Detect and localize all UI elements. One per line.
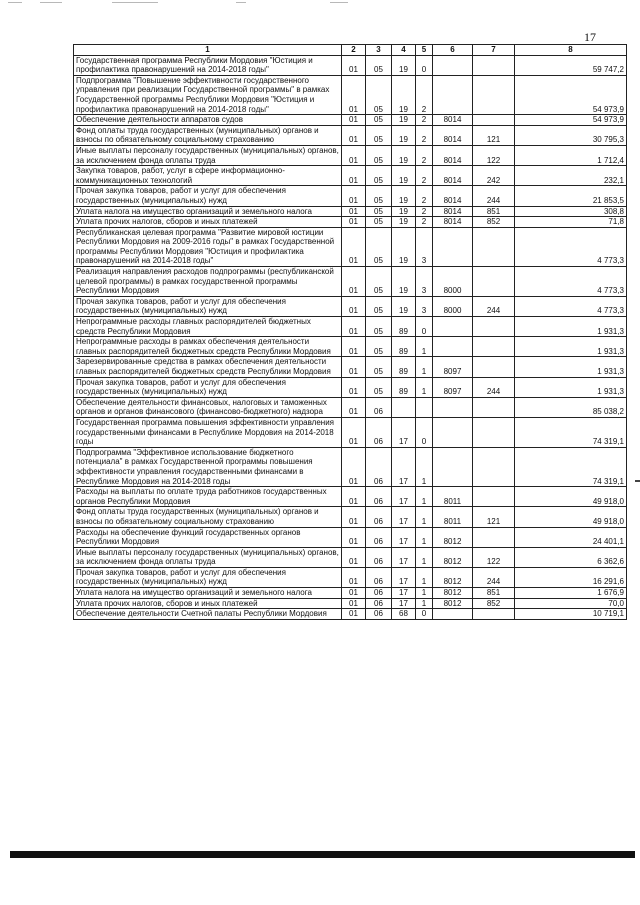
bottom-rule [10, 851, 635, 858]
row-name: Непрограммные расходы в рамках обеспечения деятельности главных распорядителей бюджетных средств Республики Мордовия [74, 337, 342, 357]
row-amount: 70,0 [515, 598, 627, 609]
row-code-6 [433, 609, 473, 620]
row-code-7 [473, 227, 515, 266]
scan-top-edge [0, 0, 640, 6]
row-code-4: 19 [392, 75, 416, 114]
table-row [74, 609, 627, 620]
header-cell: 6 [433, 45, 473, 56]
row-amount: 1 931,3 [515, 357, 627, 377]
row-code-6: 8000 [433, 267, 473, 297]
row-code-4: 17 [392, 527, 416, 547]
row-code-5: 2 [416, 115, 433, 126]
row-name: Обеспечение деятельности аппаратов судов [74, 115, 342, 126]
row-code-5: 2 [416, 206, 433, 217]
row-name: Государственная программа повышения эффективности управления государственными финансами в Республике Мордовия на 2014-2018 годы [74, 417, 342, 447]
row-code-3: 06 [366, 417, 392, 447]
table-row [74, 487, 627, 507]
row-code-4: 89 [392, 377, 416, 397]
row-code-5: 0 [416, 417, 433, 447]
row-code-3: 05 [366, 206, 392, 217]
row-code-2: 01 [342, 125, 366, 145]
row-code-4: 89 [392, 357, 416, 377]
row-code-6 [433, 397, 473, 417]
row-name: Фонд оплаты труда государственных (муниципальных) органов и взносы по обязательному социальному страхованию [74, 125, 342, 145]
row-amount: 74 319,1 [515, 447, 627, 486]
table-row [74, 357, 627, 377]
table-row [74, 125, 627, 145]
row-amount: 1 931,3 [515, 317, 627, 337]
row-code-3: 06 [366, 567, 392, 587]
row-code-3: 06 [366, 487, 392, 507]
row-code-3: 05 [366, 227, 392, 266]
row-code-7 [473, 487, 515, 507]
row-code-4: 17 [392, 588, 416, 599]
row-code-5: 2 [416, 145, 433, 165]
row-code-3: 06 [366, 609, 392, 620]
row-code-2: 01 [342, 527, 366, 547]
row-code-7: 852 [473, 217, 515, 228]
row-code-4: 89 [392, 317, 416, 337]
row-code-7 [473, 337, 515, 357]
row-code-4: 19 [392, 296, 416, 316]
header-cell: 3 [366, 45, 392, 56]
row-name: Обеспечение деятельности Счетной палаты Республики Мордовия [74, 609, 342, 620]
table-row [74, 186, 627, 206]
row-code-2: 01 [342, 267, 366, 297]
row-code-7: 121 [473, 125, 515, 145]
row-code-2: 01 [342, 206, 366, 217]
row-code-5: 0 [416, 317, 433, 337]
row-code-5: 1 [416, 447, 433, 486]
row-code-3: 06 [366, 598, 392, 609]
row-code-5: 1 [416, 507, 433, 527]
row-code-5: 1 [416, 588, 433, 599]
table-row [74, 55, 627, 75]
row-code-7 [473, 317, 515, 337]
table-row [74, 447, 627, 486]
row-code-2: 01 [342, 487, 366, 507]
row-code-7 [473, 75, 515, 114]
table-row [74, 75, 627, 114]
row-code-4: 17 [392, 447, 416, 486]
row-amount: 4 773,3 [515, 227, 627, 266]
row-code-4: 17 [392, 547, 416, 567]
row-code-3: 05 [366, 296, 392, 316]
row-code-2: 01 [342, 145, 366, 165]
budget-table [73, 44, 627, 620]
row-code-5: 2 [416, 75, 433, 114]
row-code-3: 06 [366, 547, 392, 567]
row-code-7: 244 [473, 186, 515, 206]
row-code-5: 2 [416, 217, 433, 228]
row-code-6: 8000 [433, 296, 473, 316]
row-amount: 21 853,5 [515, 186, 627, 206]
row-code-4: 19 [392, 125, 416, 145]
row-code-4: 19 [392, 55, 416, 75]
row-code-6 [433, 55, 473, 75]
row-amount: 1 931,3 [515, 337, 627, 357]
row-name: Прочая закупка товаров, работ и услуг для обеспечения государственных (муниципальных) нужд [74, 296, 342, 316]
row-name: Уплата прочих налогов, сборов и иных платежей [74, 217, 342, 228]
header-cell: 1 [74, 45, 342, 56]
row-code-3: 05 [366, 337, 392, 357]
row-code-6: 8014 [433, 115, 473, 126]
row-code-4: 17 [392, 598, 416, 609]
table-row [74, 227, 627, 266]
row-amount: 1 712,4 [515, 145, 627, 165]
row-name: Уплата прочих налогов, сборов и иных платежей [74, 598, 342, 609]
row-code-5: 0 [416, 609, 433, 620]
row-code-3: 05 [366, 115, 392, 126]
row-amount: 30 795,3 [515, 125, 627, 145]
row-code-6 [433, 417, 473, 447]
row-code-5: 1 [416, 547, 433, 567]
row-name: Закупка товаров, работ, услуг в сфере информационно-коммуникационных технологий [74, 166, 342, 186]
row-code-2: 01 [342, 567, 366, 587]
row-code-5: 1 [416, 377, 433, 397]
row-code-2: 01 [342, 337, 366, 357]
row-code-7: 851 [473, 588, 515, 599]
row-code-7 [473, 527, 515, 547]
row-amount: 1 676,9 [515, 588, 627, 599]
row-code-4: 19 [392, 267, 416, 297]
row-amount: 24 401,1 [515, 527, 627, 547]
row-code-6: 8014 [433, 145, 473, 165]
table-row [74, 115, 627, 126]
row-code-2: 01 [342, 507, 366, 527]
row-amount: 54 973,9 [515, 75, 627, 114]
row-code-4: 19 [392, 145, 416, 165]
row-name: Республиканская целевая программа "Развитие мировой юстиции Республики Мордовия на 2009-2016 годы" в рамках Государственной программы Республики Мордовия "Юстиция и профилактика правонарушений на 2014-2018 годы" [74, 227, 342, 266]
table-row [74, 337, 627, 357]
row-code-4: 17 [392, 507, 416, 527]
row-code-7 [473, 609, 515, 620]
row-code-3: 06 [366, 507, 392, 527]
row-name: Расходы на выплаты по оплате труда работников государственных органов Республики Мордовия [74, 487, 342, 507]
row-code-7: 851 [473, 206, 515, 217]
row-code-3: 05 [366, 125, 392, 145]
row-code-7: 244 [473, 377, 515, 397]
table-row [74, 567, 627, 587]
row-code-3: 06 [366, 527, 392, 547]
row-amount: 71,8 [515, 217, 627, 228]
row-code-5 [416, 397, 433, 417]
header-cell: 7 [473, 45, 515, 56]
row-code-6: 8012 [433, 547, 473, 567]
row-code-2: 01 [342, 598, 366, 609]
row-amount: 59 747,2 [515, 55, 627, 75]
table-row [74, 145, 627, 165]
row-code-7 [473, 447, 515, 486]
row-code-7: 242 [473, 166, 515, 186]
row-name: Иные выплаты персоналу государственных (муниципальных) органов, за исключением фонда оплаты труда [74, 145, 342, 165]
row-code-5: 2 [416, 125, 433, 145]
table-row [74, 417, 627, 447]
row-code-6: 8014 [433, 206, 473, 217]
row-name: Подпрограмма "Эффективное использование бюджетного потенциала" в рамках Государственной программы повышения эффективности управления государственными финансами в Республике Мордовия на 2014-2018 годы [74, 447, 342, 486]
row-code-3: 05 [366, 75, 392, 114]
row-code-6: 8011 [433, 487, 473, 507]
table-row [74, 317, 627, 337]
row-amount: 16 291,6 [515, 567, 627, 587]
row-code-6: 8012 [433, 527, 473, 547]
page-number: 17 [584, 30, 596, 44]
row-code-7 [473, 55, 515, 75]
row-code-2: 01 [342, 186, 366, 206]
row-code-3: 05 [366, 267, 392, 297]
row-code-4: 17 [392, 487, 416, 507]
table-row [74, 206, 627, 217]
row-code-6 [433, 447, 473, 486]
row-code-6: 8097 [433, 357, 473, 377]
header-cell: 4 [392, 45, 416, 56]
table-row [74, 377, 627, 397]
row-amount: 232,1 [515, 166, 627, 186]
row-amount: 1 931,3 [515, 377, 627, 397]
row-code-7: 122 [473, 547, 515, 567]
row-code-6 [433, 337, 473, 357]
row-code-5: 3 [416, 296, 433, 316]
row-code-5: 3 [416, 267, 433, 297]
row-code-6: 8014 [433, 125, 473, 145]
row-code-5: 1 [416, 487, 433, 507]
row-code-5: 2 [416, 166, 433, 186]
row-code-6 [433, 317, 473, 337]
row-code-2: 01 [342, 547, 366, 567]
row-code-6: 8014 [433, 217, 473, 228]
row-code-6 [433, 227, 473, 266]
row-code-6: 8012 [433, 598, 473, 609]
row-code-2: 01 [342, 217, 366, 228]
row-code-4: 19 [392, 227, 416, 266]
row-code-5: 1 [416, 567, 433, 587]
row-code-2: 01 [342, 588, 366, 599]
row-code-2: 01 [342, 377, 366, 397]
row-amount: 74 319,1 [515, 417, 627, 447]
row-code-3: 06 [366, 447, 392, 486]
row-code-3: 05 [366, 317, 392, 337]
row-code-4: 17 [392, 417, 416, 447]
row-name: Подпрограмма "Повышение эффективности государственного управления при реализации Государственной программы" в рамках Государственной программы Республики Мордовия "Юстиция и профилактика правонарушений на 2014-2018 годы" [74, 75, 342, 114]
row-code-7 [473, 267, 515, 297]
row-code-5: 1 [416, 337, 433, 357]
table-header-row [74, 45, 627, 56]
row-code-2: 01 [342, 227, 366, 266]
row-code-6: 8014 [433, 166, 473, 186]
row-name: Зарезервированные средства в рамках обеспечения деятельности главных распорядителей бюджетных средств Республики Мордовия [74, 357, 342, 377]
row-code-7: 122 [473, 145, 515, 165]
table-row [74, 588, 627, 599]
row-code-7: 852 [473, 598, 515, 609]
row-name: Государственная программа Республики Мордовия "Юстиция и профилактика правонарушений на 2014-2018 годы" [74, 55, 342, 75]
table-row [74, 217, 627, 228]
row-code-2: 01 [342, 115, 366, 126]
table-row [74, 166, 627, 186]
row-code-7 [473, 357, 515, 377]
row-code-3: 06 [366, 588, 392, 599]
row-name: Прочая закупка товаров, работ и услуг для обеспечения государственных (муниципальных) нужд [74, 377, 342, 397]
row-code-5: 1 [416, 527, 433, 547]
row-code-2: 01 [342, 447, 366, 486]
row-name: Уплата налога на имущество организаций и земельного налога [74, 588, 342, 599]
row-name: Расходы на обеспечение функций государственных органов Республики Мордовия [74, 527, 342, 547]
row-code-4: 19 [392, 206, 416, 217]
row-amount: 6 362,6 [515, 547, 627, 567]
row-name: Фонд оплаты труда государственных (муниципальных) органов и взносы по обязательному социальному страхованию [74, 507, 342, 527]
row-code-2: 01 [342, 417, 366, 447]
row-code-4: 17 [392, 567, 416, 587]
row-code-6: 8011 [433, 507, 473, 527]
header-cell: 5 [416, 45, 433, 56]
row-code-2: 01 [342, 296, 366, 316]
row-amount: 4 773,3 [515, 296, 627, 316]
table-row [74, 527, 627, 547]
row-code-6 [433, 75, 473, 114]
header-cell: 8 [515, 45, 627, 56]
row-amount: 308,8 [515, 206, 627, 217]
row-code-4: 19 [392, 186, 416, 206]
row-code-2: 01 [342, 357, 366, 377]
header-cell: 2 [342, 45, 366, 56]
row-code-3: 05 [366, 217, 392, 228]
row-code-3: 06 [366, 397, 392, 417]
table-row [74, 296, 627, 316]
row-code-3: 05 [366, 357, 392, 377]
row-code-7: 244 [473, 567, 515, 587]
row-code-7: 244 [473, 296, 515, 316]
row-code-7 [473, 397, 515, 417]
row-amount: 49 918,0 [515, 507, 627, 527]
row-code-5: 2 [416, 186, 433, 206]
row-code-4 [392, 397, 416, 417]
row-code-7: 121 [473, 507, 515, 527]
row-code-4: 19 [392, 166, 416, 186]
table-row [74, 547, 627, 567]
row-code-7 [473, 115, 515, 126]
row-name: Уплата налога на имущество организаций и земельного налога [74, 206, 342, 217]
row-code-3: 05 [366, 145, 392, 165]
table-row [74, 598, 627, 609]
row-code-2: 01 [342, 609, 366, 620]
row-code-6: 8012 [433, 567, 473, 587]
row-code-2: 01 [342, 75, 366, 114]
row-code-3: 05 [366, 55, 392, 75]
table-body [74, 45, 627, 620]
row-amount: 85 038,2 [515, 397, 627, 417]
row-name: Непрограммные расходы главных распорядителей бюджетных средств Республики Мордовия [74, 317, 342, 337]
row-name: Прочая закупка товаров, работ и услуг для обеспечения государственных (муниципальных) нужд [74, 567, 342, 587]
row-code-3: 05 [366, 166, 392, 186]
row-code-5: 0 [416, 55, 433, 75]
row-amount: 4 773,3 [515, 267, 627, 297]
row-code-3: 05 [366, 377, 392, 397]
row-code-4: 19 [392, 217, 416, 228]
row-code-6: 8097 [433, 377, 473, 397]
row-code-2: 01 [342, 55, 366, 75]
margin-mark [635, 480, 640, 482]
row-name: Иные выплаты персоналу государственных (муниципальных) органов, за исключением фонда оплаты труда [74, 547, 342, 567]
row-code-4: 19 [392, 115, 416, 126]
row-code-2: 01 [342, 166, 366, 186]
table-row [74, 397, 627, 417]
row-code-5: 1 [416, 357, 433, 377]
row-amount: 10 719,1 [515, 609, 627, 620]
row-amount: 54 973,9 [515, 115, 627, 126]
row-code-6: 8014 [433, 186, 473, 206]
table-row [74, 267, 627, 297]
row-code-6: 8012 [433, 588, 473, 599]
row-name: Прочая закупка товаров, работ и услуг для обеспечения государственных (муниципальных) нужд [74, 186, 342, 206]
row-code-5: 3 [416, 227, 433, 266]
table-row [74, 507, 627, 527]
row-code-5: 1 [416, 598, 433, 609]
row-code-4: 68 [392, 609, 416, 620]
row-code-3: 05 [366, 186, 392, 206]
row-code-2: 01 [342, 397, 366, 417]
row-name: Реализация направления расходов подпрограммы (республиканской целевой программы) в рамках государственной программы Республики Мордовия [74, 267, 342, 297]
row-code-2: 01 [342, 317, 366, 337]
row-code-7 [473, 417, 515, 447]
row-amount: 49 918,0 [515, 487, 627, 507]
row-name: Обеспечение деятельности финансовых, налоговых и таможенных органов и органов финансового (финансово-бюджетного) надзора [74, 397, 342, 417]
row-code-4: 89 [392, 337, 416, 357]
